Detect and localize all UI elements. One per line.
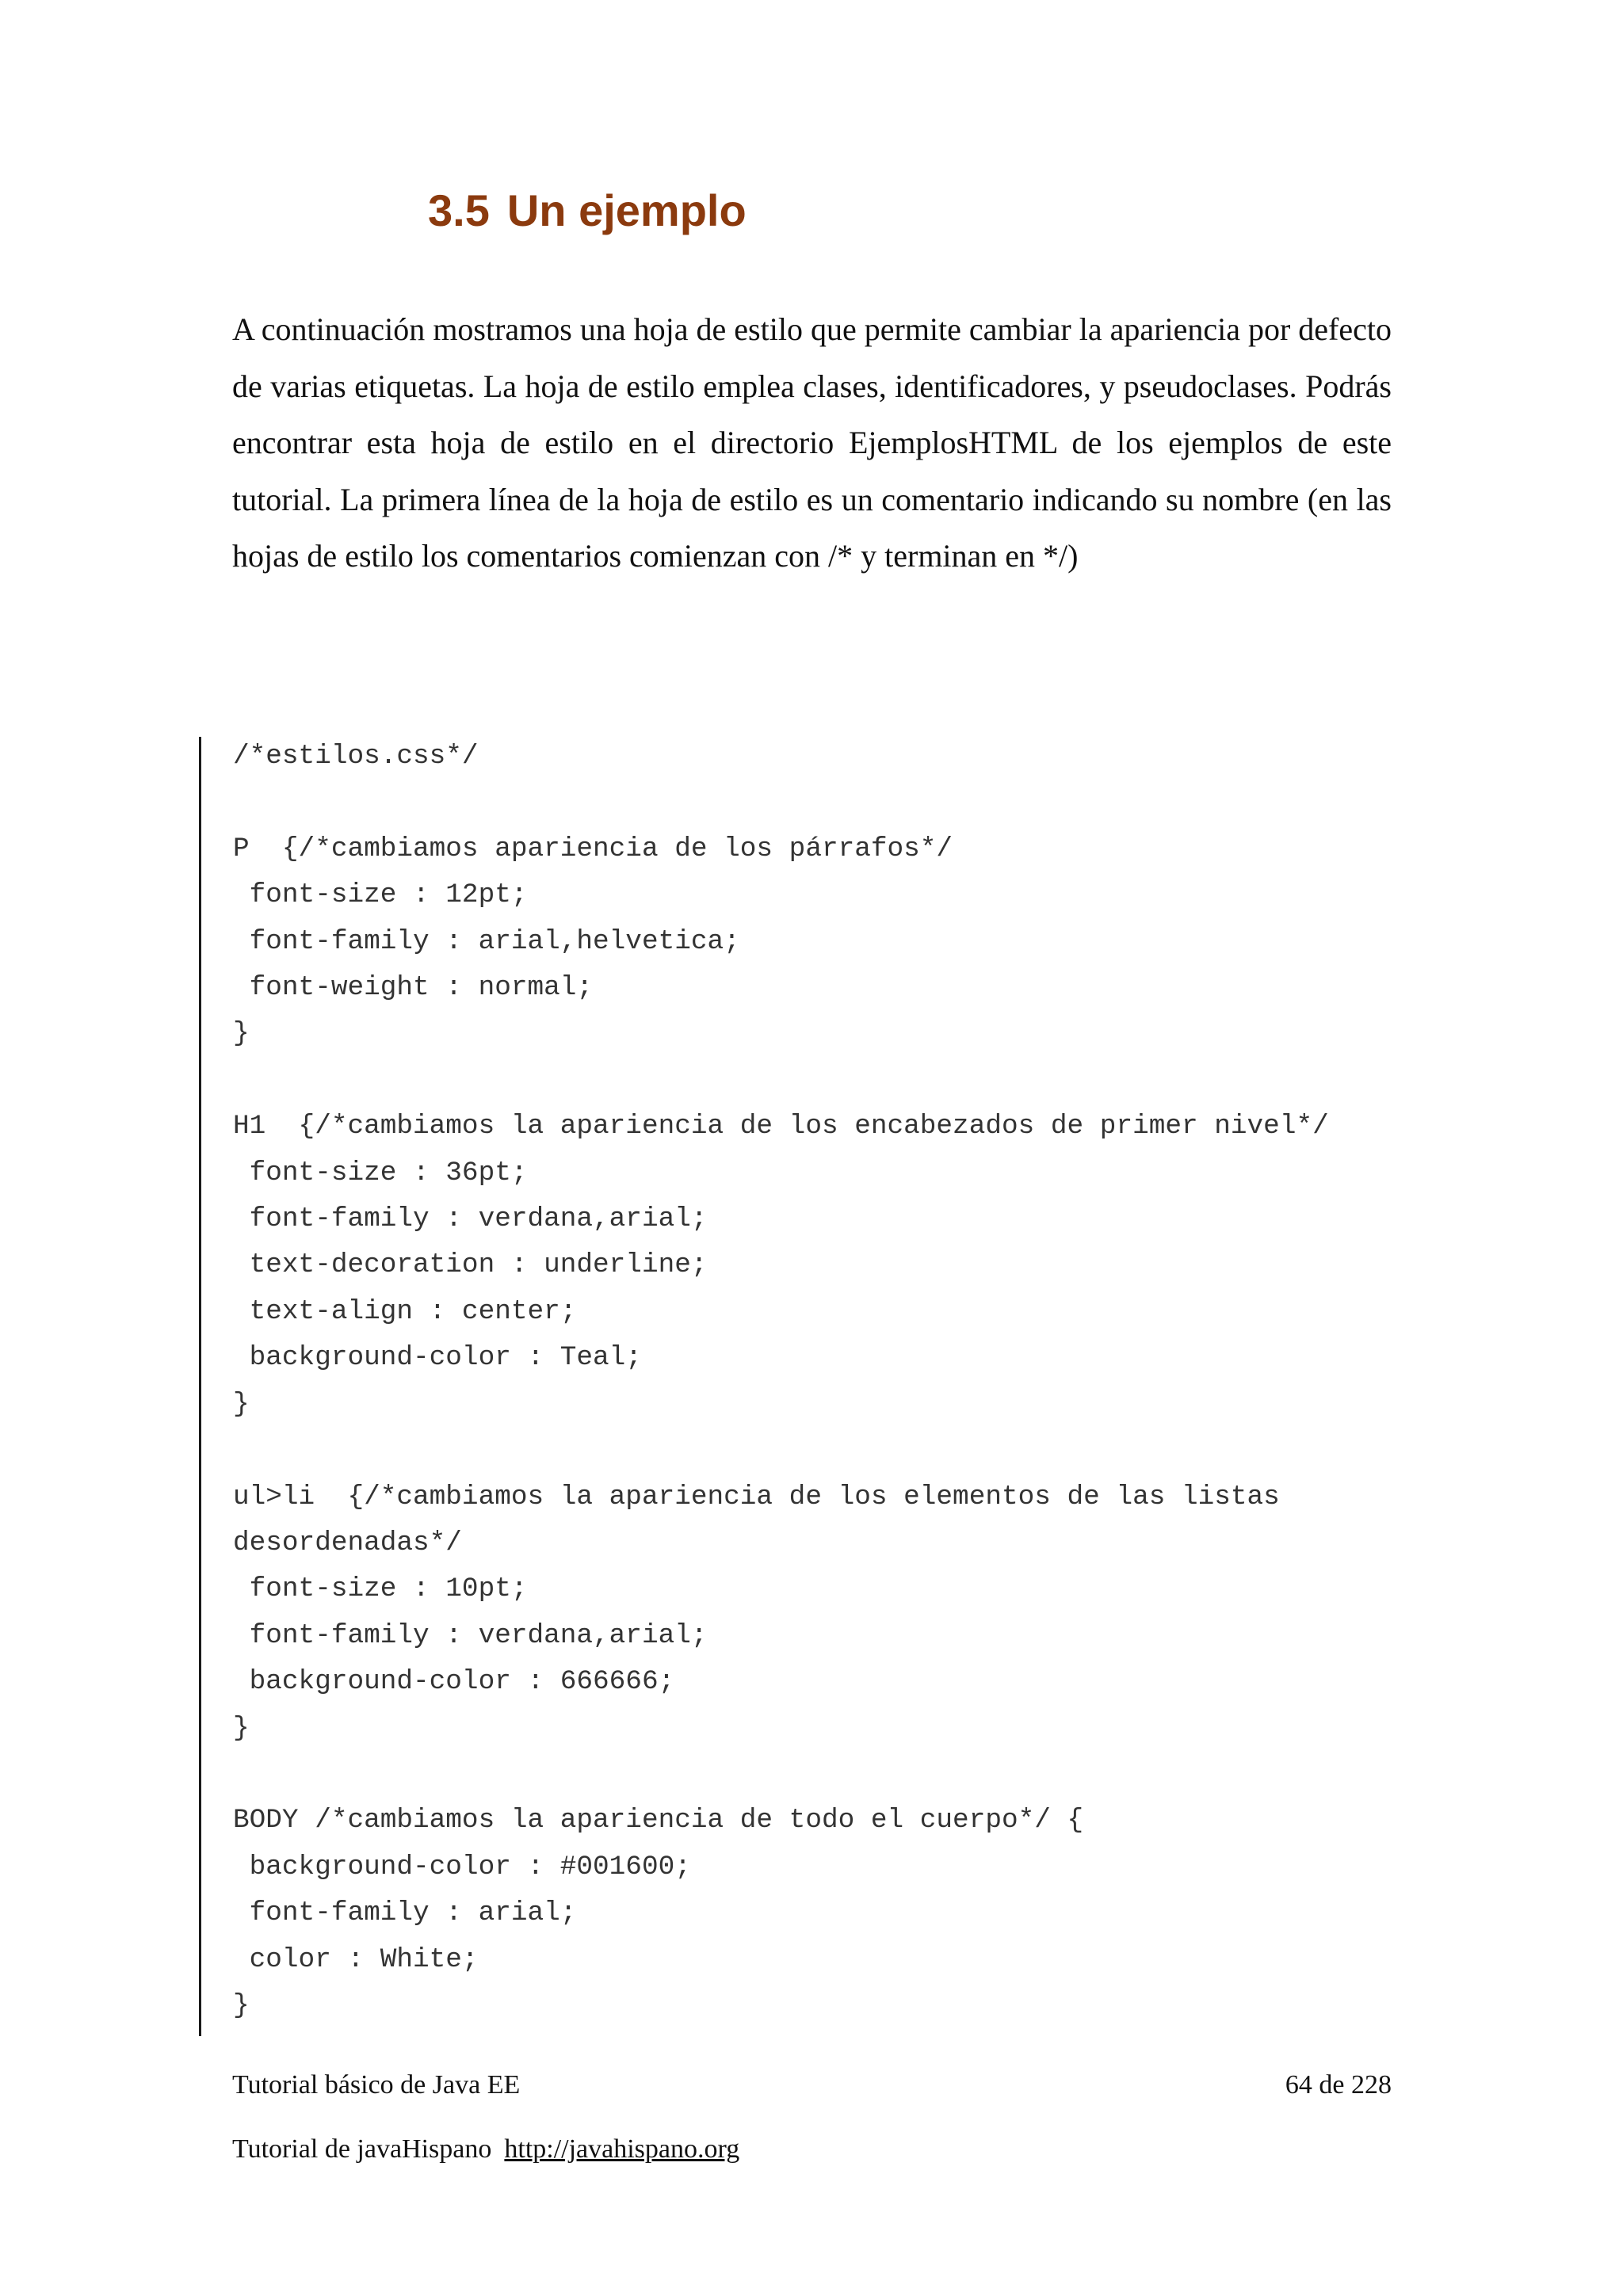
code-block-rule: [199, 737, 201, 2036]
section-number: 3.5: [428, 185, 490, 235]
section-heading: [428, 185, 747, 235]
footer-publisher: [232, 2134, 739, 2166]
footer-publisher-text: Tutorial de javaHispano: [232, 2134, 492, 2164]
intro-paragraph: A continuación mostramos una hoja de estilo que permite cambiar la apariencia por defecto de varias etiquetas. La hoja de estilo emplea clases, identificadores, y pseudoclases. Podrás encontrar esta hoja de estilo en el directorio EjemplosHTML de los ejemplos de este tutorial. La primera línea de la hoja de estilo es un comentario indicando su nombre (en las hojas de estilo los comentarios comienzan con /* y terminan en */): [232, 311, 1392, 574]
css-code-block: /*estilos.css*/ P {/*cambiamos apariencia de los párrafos*/ font-size : 12pt; font-family : arial,helvetica; font-weight : normal; } H1 {/*cambiamos la apariencia de los encabezados de primer nivel*/ font-size : 36pt; font-family : verdana,arial; text-decoration : underline; text-align : center; background-color : Teal; } ul>li {/*cambiamos la apariencia de los elementos de las listas desordenadas*/ font-size : 10pt; font-family : verdana,arial; background-color : 666666; } BODY /*cambiamos la apariencia de todo el cuerpo*/ { background-color : #001600; font-family : arial; color : White; }: [233, 741, 1329, 2021]
footer-url-link[interactable]: http://javahispano.org: [504, 2134, 740, 2164]
section-title: Un ejemplo: [506, 185, 747, 235]
footer-page-number: 64 de 228: [1285, 2070, 1392, 2100]
footer-doc-title: Tutorial básico de Java EE: [232, 2070, 521, 2100]
